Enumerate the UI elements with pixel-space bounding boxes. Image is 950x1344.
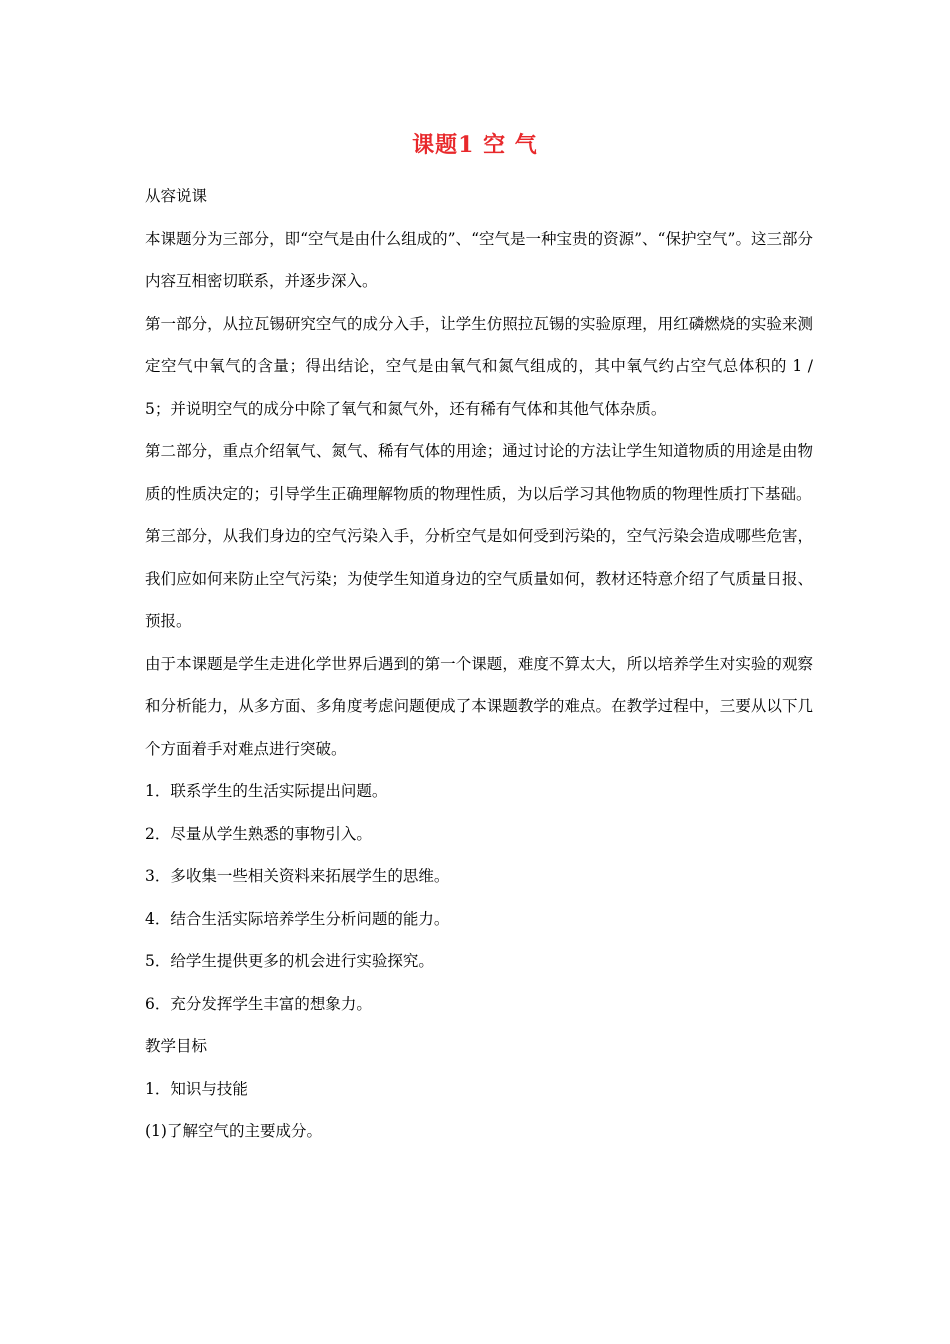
list-item: 6．充分发挥学生丰富的想象力。 [145, 994, 372, 1013]
list-item: 5．给学生提供更多的机会进行实验探究。 [145, 952, 434, 970]
list-item: 3．多收集一些相关资料来拓展学生的思维。 [145, 867, 450, 885]
part-three-paragraph: 第三部分，从我们身边的空气污染入手，分析空气是如何受到污染的，空气污染会造成哪些危害，我们应如何来防止空气污染；为使学生知道身边的空气质量如何，教材还特意介绍了气质量日报、预报。 [145, 527, 813, 630]
document-body [145, 175, 813, 1153]
list-item: 1．联系学生的生活实际提出问题。 [145, 782, 388, 800]
part-one-paragraph: 第一部分，从拉瓦锡研究空气的成分入手，让学生仿照拉瓦锡的实验原理，用红磷燃烧的实验来测定空气中氧气的含量；得出结论，空气是由氧气和氮气组成的，其中氧气约占空气总体积的 1 / 5；并说明空气的成分中除了氧气和氮气外，还有稀有气体和其他气体杂质。 [145, 314, 813, 418]
intro-paragraph: 本课题分为三部分，即“空气是由什么组成的”、“空气是一种宝贵的资源”、“保护空气”。这三部分内容互相密切联系，并逐步深入。 [145, 229, 813, 290]
difficulty-paragraph: 由于本课题是学生走进化学世界后遇到的第一个课题，难度不算太大，所以培养学生对实验的观察和分析能力，从多方面、多角度考虑问题便成了本课题教学的难点。在教学过程中，三要从以下几个方面着手对难点进行突破。 [145, 654, 813, 758]
subsection-heading: 1．知识与技能 [145, 1079, 248, 1098]
list-item: 2．尽量从学生熟悉的事物引入。 [145, 824, 372, 843]
part-two-paragraph: 第二部分，重点介绍氧气、氮气、稀有气体的用途；通过讨论的方法让学生知道物质的用途是由物质的性质决定的；引导学生正确理解物质的物理性质，为以后学习其他物质的物理性质打下基础。 [145, 442, 813, 503]
goal-item: (1)了解空气的主要成分。 [145, 1122, 322, 1140]
section-heading-goals: 教学目标 [145, 1037, 208, 1055]
section-heading-shuoke: 从容说课 [145, 187, 208, 205]
list-item: 4．结合生活实际培养学生分析问题的能力。 [145, 909, 450, 928]
page-title: 课题1 空 气 [412, 132, 538, 158]
